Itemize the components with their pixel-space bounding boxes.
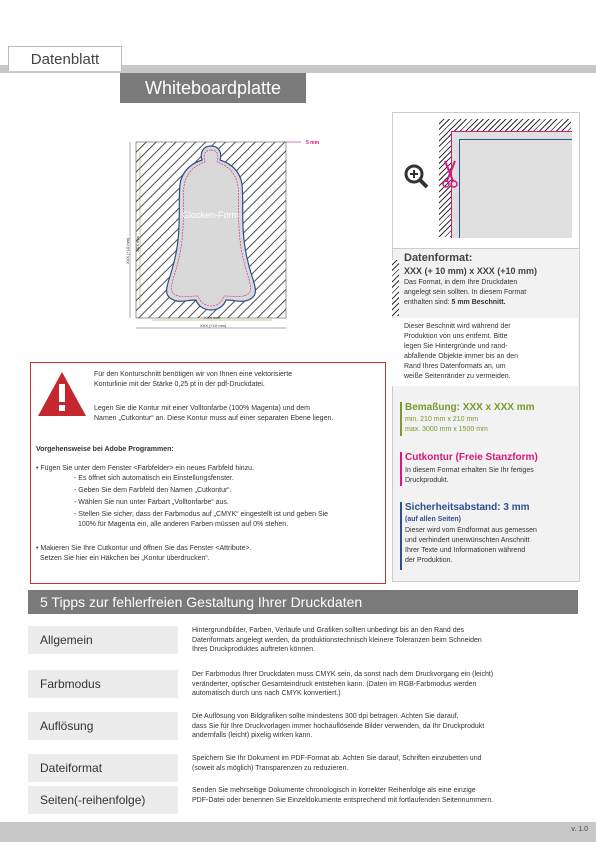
tip-line: (soweit als möglich) Transparenzen zu reduzieren. [192,764,349,772]
tip-line: Der Farbmodus Ihrer Druckdaten muss CMYK sein, da sonst nach dem Druckvorgang ein (leicht) [192,671,494,678]
datenformat-swatch [392,260,399,316]
warning-intro-1: Für den Konturschnitt benötigen wir von Ihnen eine vektorisierte [94,371,293,378]
tips-title: 5 Tipps zur fehlerfreien Gestaltung Ihrer Druckdaten [28,590,578,614]
beschnitt-text-3: legen Sie Hintergründe und rand- [404,343,508,350]
beschnitt-text-6: weiße Seitenränder zu vermeiden. [404,373,511,380]
height-outer-label: XXX (+10 mm) [125,237,130,264]
tip-aufloesung [28,712,578,740]
tip-line: Die Auflösung von Bildgrafiken sollte mindestens 300 dpi betragen. Achten Sie darauf, [192,713,459,720]
step-1d: - Stellen Sie sicher, dass der Farbmodus auf „CMYK“ eingestellt ist und geben Sie [74,511,329,518]
cutkontur-title: Cutkontur (Freie Stanzform) [405,452,538,463]
tip-line: Datenformats angelegt werden, da produktionstechnisch kleinere Toleranzen beim Schneiden [192,636,482,644]
beschnitt-text-4: abfallende Objekte immer bis an den [404,353,519,360]
tip-dateiformat [28,754,578,782]
margin-label: 5 mm [306,140,320,146]
cutkontur-bar [400,452,402,486]
bemassung-bar [400,402,402,436]
tip-line: Senden Sie mehrseitige Dokumente chronologisch in korrekter Reihenfolge als eine einzige [192,787,476,794]
beschnitt-text-1: Dieser Beschnitt wird während der [404,323,511,330]
tip-farbmodus [28,670,578,698]
sicherheit-sub: (auf allen Seiten) [405,516,462,523]
tip-line: Ihres Druckproduktes auftreten können. [192,646,315,653]
warning-intro-2: Konturlinie mit der Stärke 0,25 pt in der pdf-Druckdatei. [94,381,265,388]
tip-line: andernfalls (leicht) pixelig wirken kann. [192,732,313,739]
sicherheit-text-1: Dieser wird vom Endformat aus gemessen [405,527,537,534]
tip-label: Farbmodus [28,670,178,698]
sicherheit-bar [400,502,402,570]
datenformat-text-bold: 5 mm Beschnitt. [451,299,506,306]
beschnitt-text-5: Rand Ihres Datenformats an, um [404,363,506,370]
tip-label: Seiten(-reihenfolge) [28,786,178,814]
step-2a: Setzen Sie hier ein Häkchen bei „Kontur überdrucken“. [40,555,210,562]
shape-label: Glocken-Form [182,210,240,220]
step-1b: - Geben Sie dem Farbfeld den Namen „Cutkontur“. [74,487,232,494]
height-inner-label: XXX mm [135,236,140,252]
zoom-preview [392,112,580,249]
bemassung-title: Bemaßung: XXX x XXX mm [405,402,535,413]
step-1a: - Es öffnet sich automatisch ein Einstellungsfenster. [74,475,234,482]
warning-heading: Vorgehensweise bei Adobe Programmen: [36,446,174,453]
tip-label: Dateiformat [28,754,178,782]
beschnitt-text-2: Produktion von uns entfernt. Bitte [404,333,508,340]
scissors-icon [441,159,459,189]
warning-intro-3: Legen Sie die Kontur mit einer Volltonfarbe (100% Magenta) und dem [94,405,310,412]
footer-bar [0,822,596,842]
width-outer-label: XXX (+10 mm) [200,323,227,328]
tip-line: Speichern Sie Ihr Dokument im PDF-Format ab. Achten Sie darauf, Schriften einzubetten und [192,755,482,762]
tip-label: Auflösung [28,712,178,740]
width-inner-label: XXX mm [204,315,220,320]
datenformat-title: Datenformat: [404,252,473,264]
tip-line: Hintergrundbilder, Farben, Verläufe und Grafiken sollten unbedingt bis an den Rand des [192,627,465,634]
tip-seiten [28,786,578,814]
bemassung-min: min. 210 mm x 210 mm [405,416,479,423]
tip-line: automatisch durch uns nach CMYK konvertiert.) [192,690,341,697]
sicherheit-text-3: Ihrer Texte und Informationen während [405,547,526,554]
sicherheit-text-2: und verhindert unerwünschten Anschnitt [405,537,530,544]
datenformat-text-2: angelegt sein sollten. In diesem Format [404,289,527,296]
datasheet-label: Datenblatt [8,46,122,71]
cutkontur-text-2: Druckprodukt. [405,477,449,484]
sicherheit-text-4: der Produktion. [405,557,453,564]
tip-line: veränderter, optischer Gesamteindruck entstehen kann. (Daten im RGB-Farbmodus werden [192,680,477,688]
format-diagram [126,132,396,342]
bemassung-max: max. 3000 mm x 1500 mm [405,426,488,433]
version-label: v. 1.0 [571,826,588,833]
product-title: Whiteboardplatte [120,73,306,103]
step-1c: - Wählen Sie nun unter Farbart „Volltonfarbe“ aus. [74,499,229,506]
datenformat-text-1: Das Format, in dem Ihre Druckdaten [404,279,518,286]
step-2: • Makieren Sie Ihre Cutkontur und öffnen Sie das Fenster <Attribute>. [36,545,252,552]
warning-intro-4: Namen „Cutkontur“ an. Diese Kontur muss auf einer separaten Ebene liegen. [94,415,334,422]
warning-icon [36,370,88,418]
step-1e: 100% für Magenta ein, alle anderen Farben müssen auf 0% stehen. [78,521,289,528]
tip-allgemein [28,626,578,654]
step-1: • Fügen Sie unter dem Fenster <Farbfelder> ein neues Farbfeld hinzu. [36,465,255,472]
zoom-in-icon [403,163,429,189]
sicherheit-title: Sicherheitsabstand: 3 mm [405,502,530,513]
cutkontur-text-1: In diesem Format erhalten Sie Ihr fertiges [405,467,534,474]
datenformat-value: XXX (+ 10 mm) x XXX (+10 mm) [404,266,538,276]
tip-label: Allgemein [28,626,178,654]
tip-line: dass Sie für Ihre Druckvorlagen immer hochauflösende Bilder verwenden, da Ihr Druckprodukt [192,722,485,730]
tip-line: PDF-Datei oder benennen Sie Einzeldokumente entsprechend mit fortlaufenden Seitennummern. [192,796,494,804]
datenformat-text-3: enthalten sind: [404,299,450,306]
